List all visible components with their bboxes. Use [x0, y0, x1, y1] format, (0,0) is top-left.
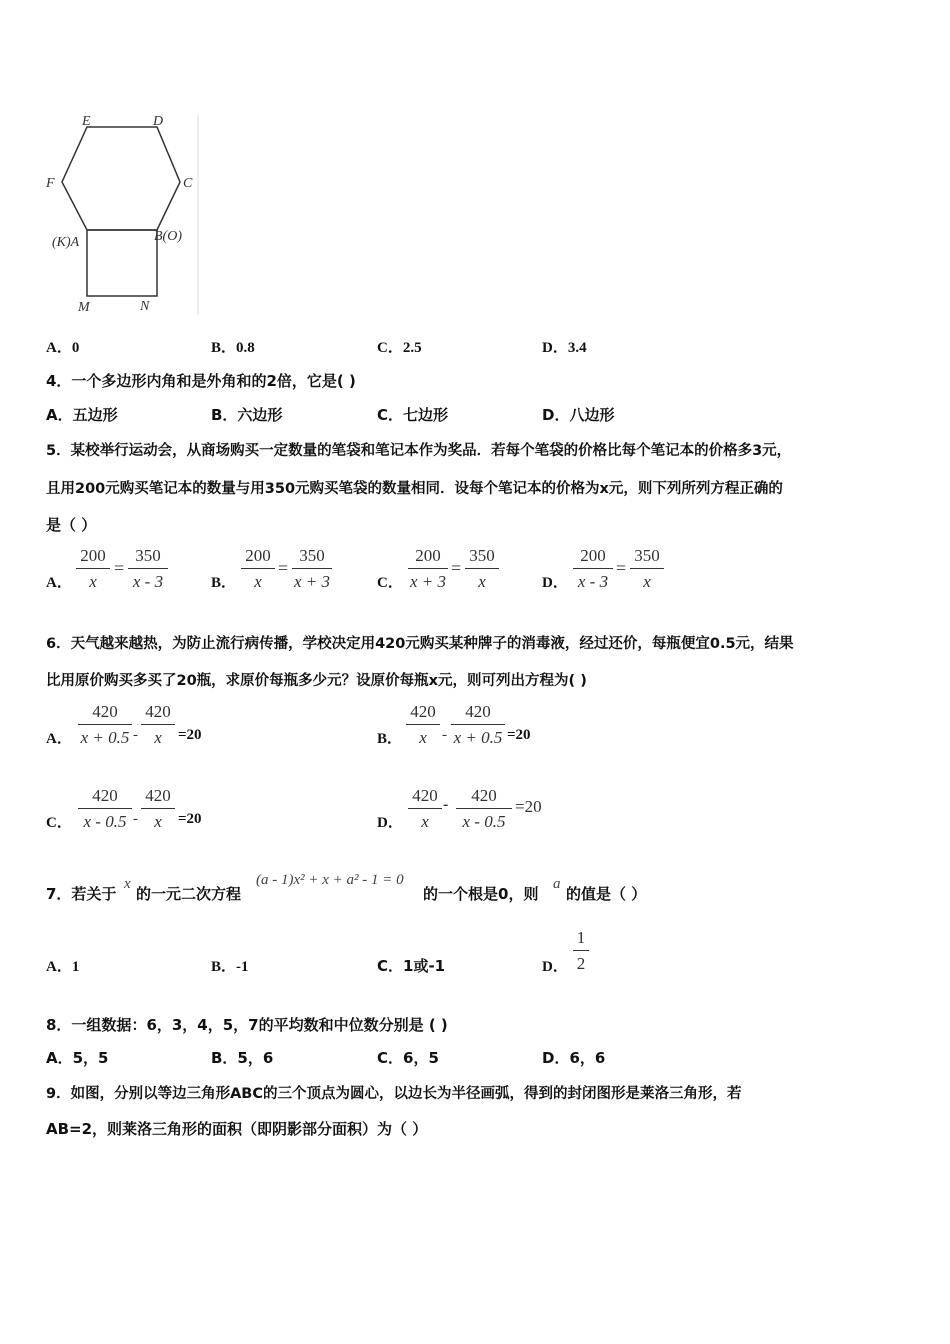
label-a: (K)A	[52, 235, 80, 250]
label-b: B(O)	[154, 229, 182, 244]
q6-line-1: 6．天气越来越热，为防止流行病传播，学校决定用420元购买某种牌子的消毒液，经过还价，每瓶便宜0.5元，结果	[46, 636, 794, 652]
q7-post-1: 的一个根是0，则	[423, 885, 539, 903]
q7-option-a[interactable]: A．1	[46, 959, 80, 975]
q4-option-a[interactable]: A．五边形	[46, 406, 118, 424]
q3-option-c[interactable]: C．2.5	[377, 340, 422, 356]
q5-line-3: 是（ ）	[46, 516, 97, 534]
q7-prefix: 7．若关于	[46, 885, 117, 903]
q6-option-b[interactable]: B．	[377, 731, 403, 747]
q8-option-c[interactable]: C．6，5	[377, 1049, 439, 1067]
q5-b-frac-2: 350 x + 3	[293, 546, 331, 591]
q6-d-frac-2: 420 x - 0.5	[456, 786, 512, 832]
label-e: E	[82, 114, 91, 129]
q6-b-minus: -	[442, 727, 447, 743]
q5-c-frac-1: 200 x + 3	[409, 546, 447, 591]
q4-option-c[interactable]: C．七边形	[377, 406, 449, 424]
q6-c-frac-1: 420 x - 0.5	[78, 786, 132, 832]
label-n: N	[140, 299, 150, 314]
hexagon-square-figure	[40, 105, 210, 320]
q5-b-equals: =	[278, 558, 289, 578]
q6-c-rhs: =20	[178, 811, 202, 827]
q4-stem: 4．一个多边形内角和是外角和的2倍，它是( )	[46, 372, 356, 390]
label-d: D	[153, 114, 164, 129]
square-shape	[87, 230, 157, 296]
q7-option-c[interactable]: C．1或-1	[377, 957, 446, 975]
label-c: C	[183, 176, 193, 191]
q5-option-d[interactable]: D．	[542, 575, 568, 591]
q5-d-frac-1: 200 x - 3	[573, 546, 613, 592]
q7-var-a: a	[553, 876, 561, 892]
q5-a-frac-2: 350 x - 3	[128, 546, 168, 592]
q6-a-rhs: =20	[178, 727, 202, 743]
q7-equation: (a - 1)x² + x + a² - 1 = 0	[256, 872, 404, 888]
q3-option-a[interactable]: A．0	[46, 340, 80, 356]
q6-option-a[interactable]: A．	[46, 731, 72, 747]
q5-c-frac-2: 350 x	[465, 546, 499, 592]
q4-option-d[interactable]: D．八边形	[542, 406, 615, 424]
q7-option-d[interactable]: D．	[542, 959, 568, 975]
q7-post-2: 的值是（ ）	[566, 885, 647, 903]
label-f: F	[46, 176, 55, 191]
q5-option-a[interactable]: A．	[46, 575, 72, 591]
q8-option-b[interactable]: B．5，6	[211, 1049, 274, 1067]
q6-line-2: 比用原价购买多买了20瓶，求原价每瓶多少元？设原价每瓶x元，则可列出方程为( )	[46, 673, 587, 689]
q6-option-c[interactable]: C．	[46, 815, 72, 831]
q4-option-b[interactable]: B．六边形	[211, 406, 283, 424]
q9-line-1: 9．如图，分别以等边三角形ABC的三个顶点为圆心，以边长为半径画弧，得到的封闭图形是莱洛三角形，若	[46, 1086, 742, 1102]
q7-d-fraction: 1 2	[573, 928, 589, 974]
q6-a-minus: -	[133, 727, 138, 743]
q3-option-d[interactable]: D．3.4	[542, 340, 587, 356]
q5-a-equals: =	[114, 558, 125, 578]
q7-middle: 的一元二次方程	[136, 885, 242, 903]
q5-c-equals: =	[451, 558, 462, 578]
q5-d-frac-2: 350 x	[630, 546, 664, 592]
q5-d-equals: =	[616, 558, 627, 578]
q6-b-rhs: =20	[507, 727, 531, 743]
q5-b-frac-1: 200 x	[241, 546, 275, 592]
q6-c-minus: -	[133, 811, 138, 827]
q5-option-b[interactable]: B．	[211, 575, 237, 591]
q8-option-d[interactable]: D．6，6	[542, 1049, 606, 1067]
q8-stem: 8．一组数据：6，3，4，5，7的平均数和中位数分别是 ( )	[46, 1016, 448, 1034]
q3-option-b[interactable]: B．0.8	[211, 340, 255, 356]
q8-option-a[interactable]: A．5，5	[46, 1049, 109, 1067]
q6-c-frac-2: 420 x	[141, 786, 175, 832]
q6-d-frac-1: 420 x	[408, 786, 442, 832]
q6-b-frac-1: 420 x	[406, 702, 440, 748]
q5-line-1: 5．某校举行运动会，从商场购买一定数量的笔袋和笔记本作为奖品．若每个笔袋的价格比每个笔记本的价格多3元，	[46, 443, 792, 459]
hexagon-shape	[62, 127, 180, 230]
label-m: M	[78, 300, 90, 315]
q5-option-c[interactable]: C．	[377, 575, 403, 591]
q6-a-frac-2: 420 x	[141, 702, 175, 748]
q5-a-frac-1: 200 x	[76, 546, 110, 592]
q6-a-frac-1: 420 x + 0.5	[78, 702, 132, 748]
q9-line-2: AB=2，则莱洛三角形的面积（即阴影部分面积）为（ ）	[46, 1120, 428, 1138]
q6-option-d[interactable]: D．	[377, 815, 403, 831]
q7-option-b[interactable]: B．-1	[211, 959, 249, 975]
q6-d-minus: -	[443, 796, 449, 813]
q7-var-x: x	[124, 876, 131, 892]
q6-d-rhs: =20	[515, 797, 542, 816]
q6-b-frac-2: 420 x + 0.5	[451, 702, 505, 748]
q5-line-2: 且用200元购买笔记本的数量与用350元购买笔袋的数量相同．设每个笔记本的价格为x元，则下列所列方程正确的	[46, 481, 783, 497]
